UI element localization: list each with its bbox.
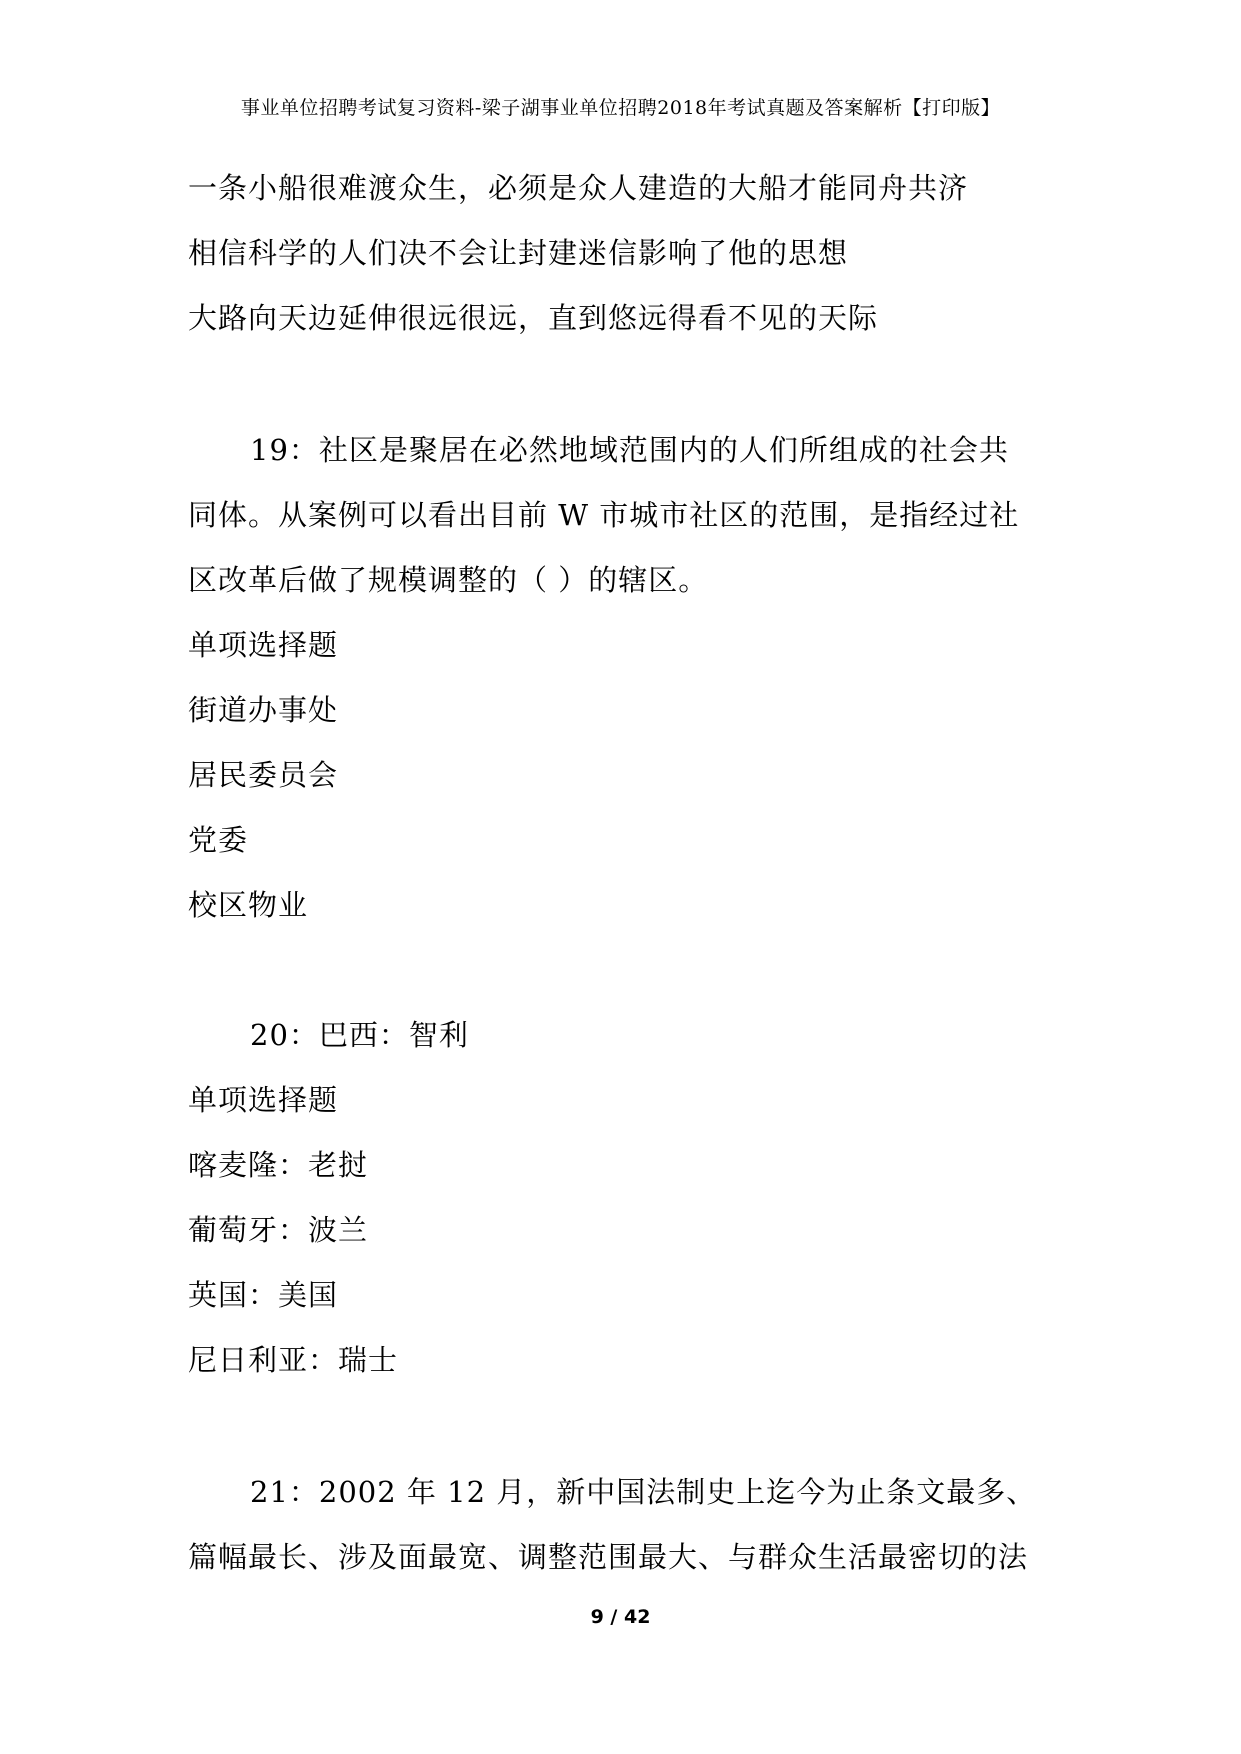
q20-option-c: 英国：美国 [188,1278,339,1312]
q19-option-d: 校区物业 [188,888,309,922]
intro-line-2: 相信科学的人们决不会让封建迷信影响了他的思想 [188,236,849,270]
q19-option-b: 居民委员会 [188,758,339,792]
q19-option-c: 党委 [188,823,249,857]
q19-stem-line-1: 19：社区是聚居在必然地域范围内的人们所组成的社会共 [250,433,1009,467]
q20-option-d: 尼日利亚：瑞士 [188,1343,399,1377]
q20-option-a: 喀麦隆：老挝 [188,1148,369,1182]
q20-option-b: 葡萄牙：波兰 [188,1213,369,1247]
q21-stem-line-1: 21：2002 年 12 月，新中国法制史上迄今为止条文最多、 [250,1475,1037,1509]
intro-line-1: 一条小船很难渡众生，必须是众人建造的大船才能同舟共济 [188,171,969,205]
page-header: 事业单位招聘考试复习资料-梁子湖事业单位招聘2018年考试真题及答案解析【打印版】 [240,97,1001,119]
q21-stem-line-2: 篇幅最长、涉及面最宽、调整范围最大、与群众生活最密切的法 [188,1540,1029,1574]
q19-option-a: 街道办事处 [188,693,339,727]
q19-stem-line-3: 区改革后做了规模调整的（ ）的辖区。 [188,563,709,597]
page-number: 9 / 42 [590,1606,651,1628]
q20-question-type: 单项选择题 [188,1083,339,1117]
q19-stem-line-2: 同体。从案例可以看出目前 W 市城市社区的范围，是指经过社 [188,498,1020,532]
q19-question-type: 单项选择题 [188,628,339,662]
q20-stem: 20：巴西：智利 [250,1018,469,1052]
intro-line-3: 大路向天边延伸很远很远，直到悠远得看不见的天际 [188,301,879,335]
